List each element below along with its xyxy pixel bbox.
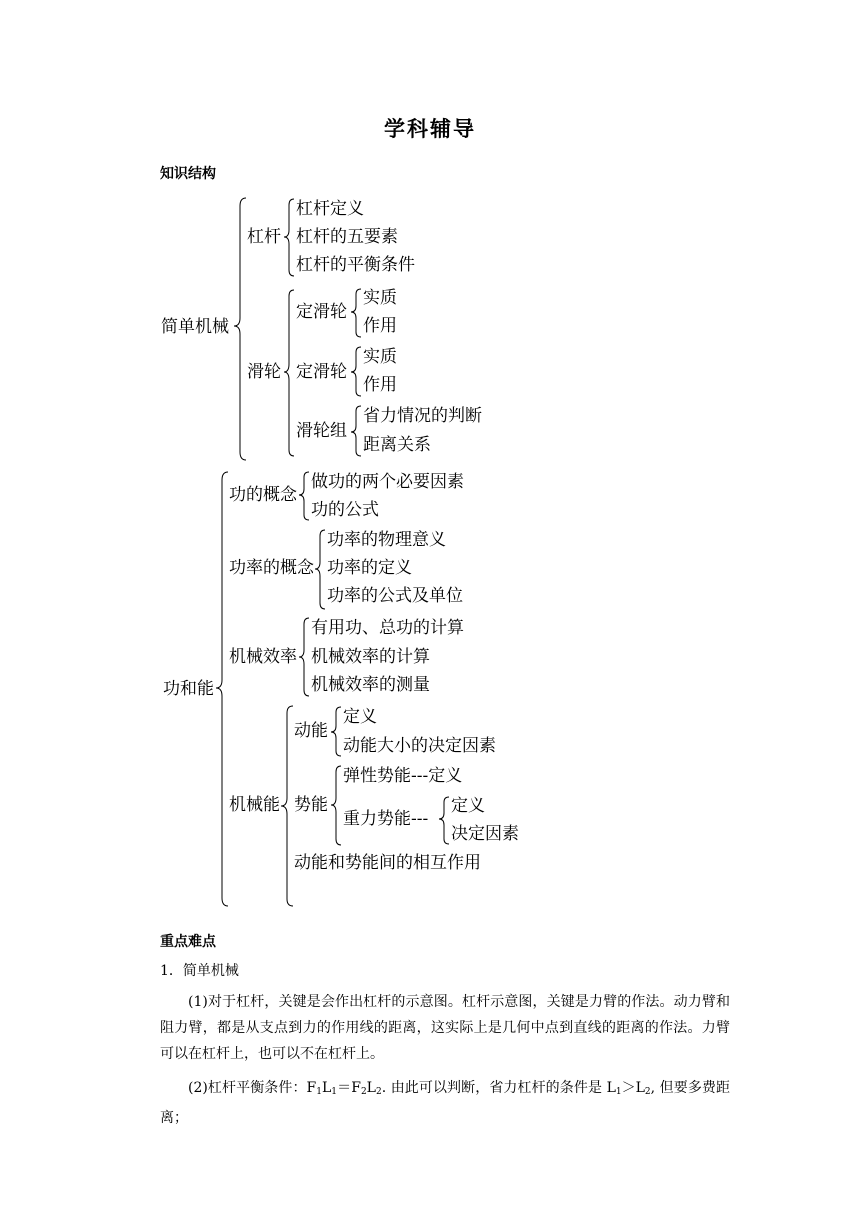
brace-work-energy — [216, 472, 228, 906]
leaf-power-2: 功率的定义 — [327, 558, 412, 578]
paragraph-lever-diagram: (1)对于杠杆，关键是会作出杠杆的示意图。杠杆示意图，关键是力臂的作法。动力臂和阻力臂，都是从支点到力的作用线的距离，这实际上是几何中点到直线的距离的作法。力臂可以在杠杆上，也可以不在杠杆上。 — [160, 994, 730, 1062]
tree-root-simple-machines: 简单机械 — [161, 317, 229, 337]
leaf-lever-3: 杠杆的平衡条件 — [296, 255, 415, 275]
brace-efficiency — [299, 618, 309, 696]
node-gravity-potential: 重力势能--- — [343, 809, 429, 829]
leaf-energy-interaction: 动能和势能间的相互作用 — [294, 853, 481, 873]
brace-gravity — [439, 797, 449, 844]
leaf-efficiency-3: 机械效率的测量 — [311, 675, 430, 695]
brace-pulley — [284, 290, 294, 456]
list-item-simple-machines: 1．简单机械 — [160, 963, 239, 979]
node-lever: 杠杆 — [247, 227, 281, 247]
brace-work — [299, 472, 309, 520]
leaf-efficiency-1: 有用功、总功的计算 — [311, 618, 464, 638]
tree-root-work-energy: 功和能 — [163, 679, 214, 699]
node-potential: 势能 — [294, 795, 328, 815]
leaf-fixed-pulley-1-b: 作用 — [363, 316, 397, 336]
brace-fixed-pulley-2 — [351, 347, 361, 396]
brace-potential — [331, 766, 341, 845]
paragraph-lever-balance: (2)杠杆平衡条件：$F_1L_1=F_2L_2$. 由此可以判断，省力杠杆的条件是 $L_1>L_2$, 但要多费距离； — [160, 1080, 731, 1126]
leaf-power-1: 功率的物理意义 — [327, 530, 446, 550]
node-mechanical-energy: 机械能 — [229, 795, 280, 815]
leaf-kinetic-1: 定义 — [343, 707, 377, 727]
brace-fixed-pulley-1 — [351, 289, 361, 337]
leaf-power-3: 功率的公式及单位 — [327, 586, 463, 606]
leaf-elastic-potential: 弹性势能---定义 — [343, 766, 463, 786]
section-heading-key-points: 重点难点 — [160, 934, 216, 950]
leaf-kinetic-2: 动能大小的决定因素 — [343, 736, 496, 756]
leaf-efficiency-2: 机械效率的计算 — [311, 647, 430, 667]
brace-pulley-block — [351, 406, 361, 456]
node-pulley: 滑轮 — [247, 362, 281, 382]
leaf-pulley-block-b: 距离关系 — [363, 435, 431, 455]
node-fixed-pulley-1: 定滑轮 — [296, 302, 347, 322]
brace-mechanical-energy — [281, 706, 293, 906]
leaf-lever-1: 杠杆定义 — [296, 199, 364, 219]
leaf-lever-2: 杠杆的五要素 — [296, 227, 398, 247]
node-efficiency: 机械效率 — [229, 647, 297, 667]
leaf-fixed-pulley-2-b: 作用 — [363, 375, 397, 395]
leaf-gravity-2: 决定因素 — [451, 824, 519, 844]
node-work-concept: 功的概念 — [229, 485, 297, 505]
node-fixed-pulley-2: 定滑轮 — [296, 362, 347, 382]
leaf-work-1: 做功的两个必要因素 — [311, 472, 464, 492]
leaf-fixed-pulley-2-a: 实质 — [363, 347, 397, 367]
brace-power — [315, 530, 325, 609]
leaf-gravity-1: 定义 — [451, 796, 485, 816]
leaf-pulley-block-a: 省力情况的判断 — [363, 406, 482, 426]
leaf-work-2: 功的公式 — [311, 500, 379, 520]
section-heading-structure: 知识结构 — [160, 166, 216, 182]
node-power-concept: 功率的概念 — [229, 558, 314, 578]
page-title: 学科辅导 — [384, 117, 476, 141]
node-pulley-block: 滑轮组 — [296, 421, 347, 441]
brace-lever — [284, 199, 294, 276]
leaf-fixed-pulley-1-a: 实质 — [363, 288, 397, 308]
brace-simple-machines — [234, 198, 246, 460]
node-kinetic: 动能 — [294, 721, 328, 741]
brace-kinetic — [331, 707, 341, 756]
